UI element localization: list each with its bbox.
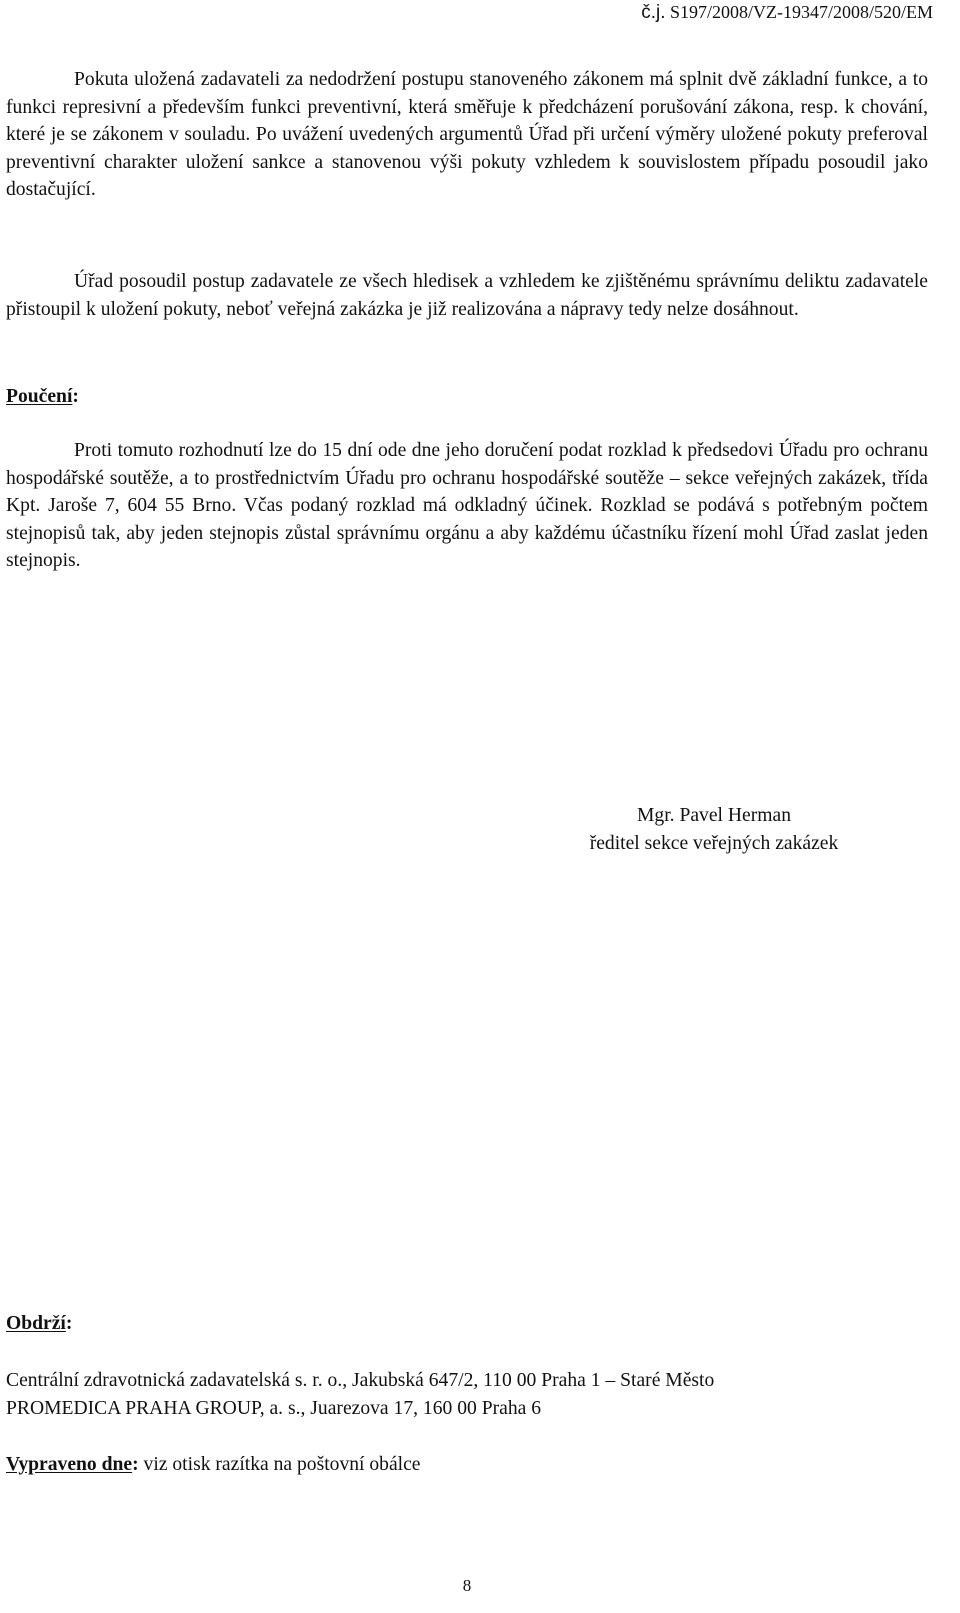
recipient-item: Centrální zdravotnická zadavatelská s. r. o., Jakubská 647/2, 110 00 Praha 1 – Staré Město [6, 1370, 715, 1391]
signatory-title: ředitel sekce veřejných zakázek [589, 833, 839, 854]
recipient-item: PROMEDICA PRAHA GROUP, a. s., Juarezova 17, 160 00 Praha 6 [6, 1398, 542, 1419]
paragraph-penalty-decision: Úřad posoudil postup zadavatele ze všech hledisek a vzhledem ke zjištěnému správnímu deliktu zadavatele přistoupil k uložení pokuty, neboť veřejná zakázka je již realizována a nápravy tedy nelze dosáhnout. [6, 271, 928, 320]
page-number: 8 [462, 1576, 472, 1595]
recipients-heading [6, 1310, 72, 1337]
document-reference [641, 2, 933, 24]
reference-number: S197/2008/VZ-19347/2008/520/EM [669, 2, 933, 22]
instruction-heading-label: Poučení [6, 386, 73, 407]
paragraph-penalty-functions: Pokuta uložená zadavateli za nedodržení postupu stanoveného zákonem má splnit dvě základní funkce, a to funkci represivní a především funkci preventivní, která směřuje k předcházení porušování zákona, resp. k chování, které je se zákonem v souladu. Po uvážení uvedených argumentů Úřad při určení výměry uložené pokuty preferoval preventivní charakter uložení sankce a stanovenou výši pokuty vzhledem k souvislostem případu posoudil jako dostačující. [6, 69, 928, 201]
reference-prefix: č.j. [641, 2, 666, 23]
dispatch-line [6, 1451, 421, 1478]
instruction-heading-colon: : [72, 386, 79, 407]
dispatch-value: viz otisk razítka na poštovní obálce [138, 1454, 421, 1475]
instruction-text: Proti tomuto rozhodnutí lze do 15 dní ode dne jeho doručení podat rozklad k předsedovi Úřadu pro ochranu hospodářské soutěže, a to prostřednictvím Úřadu pro ochranu hospodářské soutěže – sekce veřejných zakázek, třída Kpt. Jaroše 7, 604 55 Brno. Včas podaný rozklad má odkladný účinek. Rozklad se podává s potřebným počtem stejnopisů tak, aby jeden stejnopis zůstal správnímu orgánu a aby každému účastníku řízení mohl Úřad zaslat jeden stejnopis. [6, 440, 928, 572]
instruction-heading [6, 383, 79, 410]
signatory-name: Mgr. Pavel Herman [637, 805, 791, 826]
recipients-heading-colon: : [65, 1313, 73, 1334]
recipients-heading-label: Obdrží [6, 1313, 66, 1334]
dispatch-label: Vypraveno dne [6, 1454, 133, 1475]
dispatch-colon: : [132, 1454, 139, 1475]
